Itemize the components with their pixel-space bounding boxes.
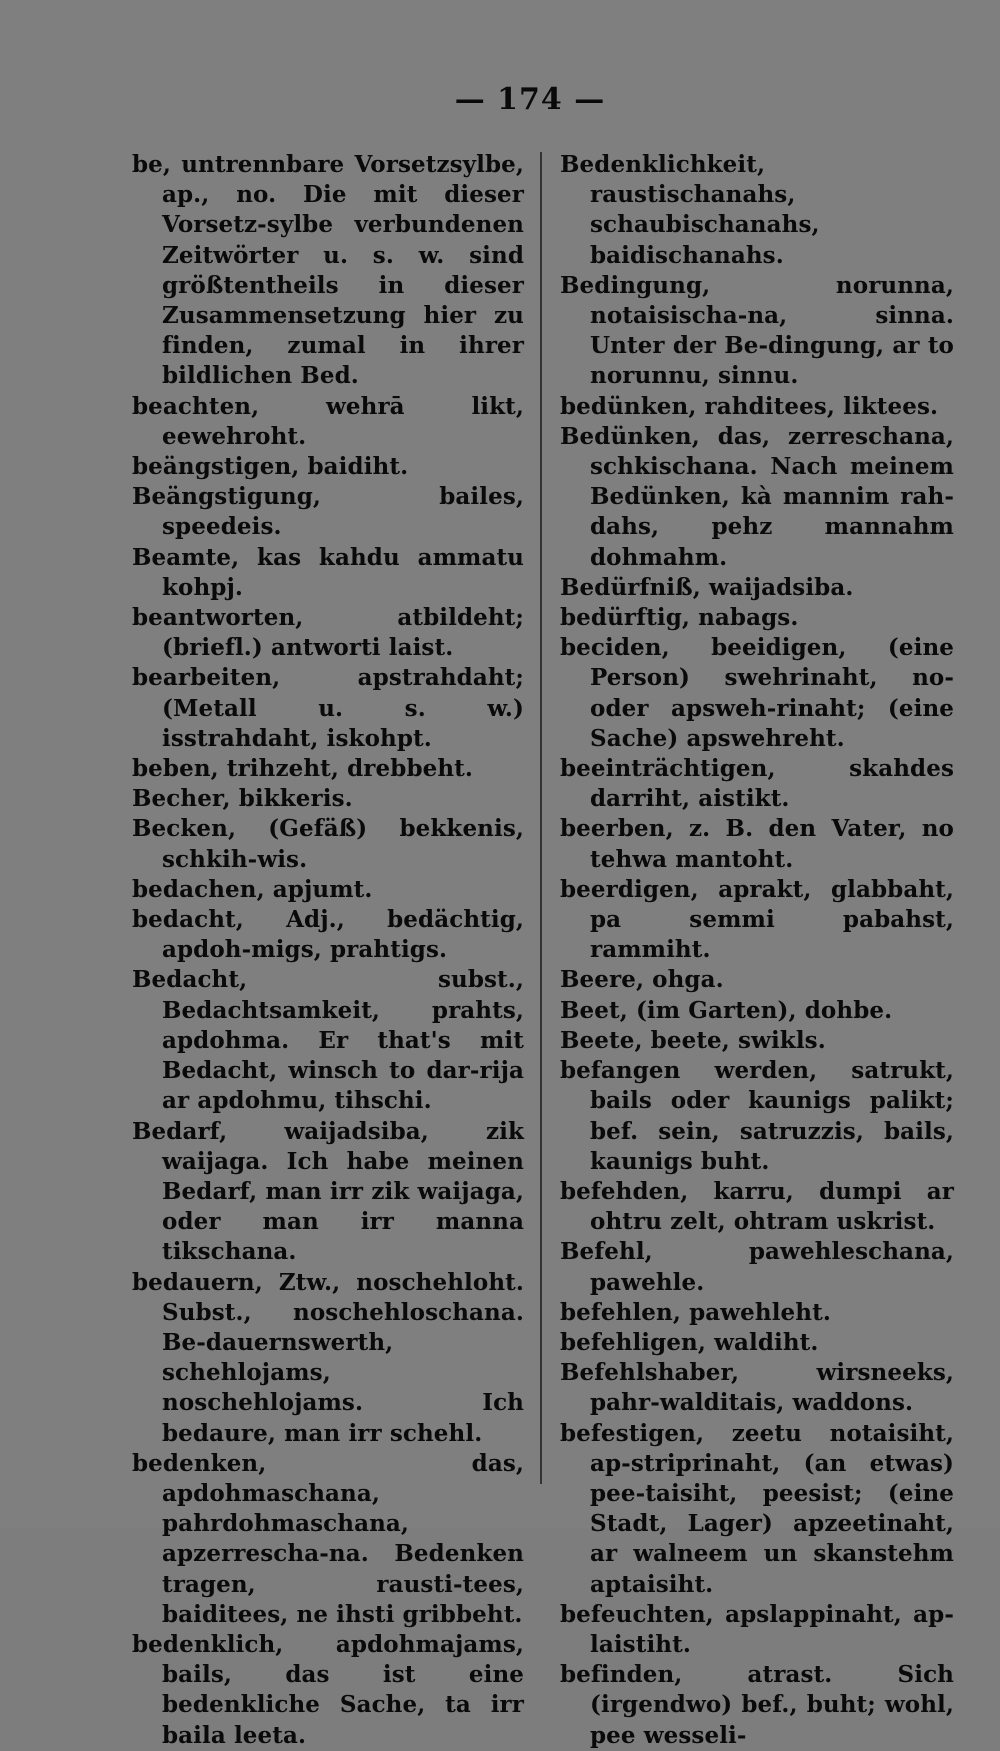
entry: beerdigen, aprakt, glabbaht, pa semmi pabahst, rammiht.: [560, 875, 954, 964]
entry: Beete, beete, swikls.: [560, 1026, 826, 1054]
entry: Becken, (Gefäß) bekkenis, schkih-wis.: [132, 815, 524, 873]
entry: Befehl, pawehleschana, pawehle.: [560, 1238, 954, 1296]
entry: bedacht, Adj., bedächtig, apdoh-migs, prahtigs.: [132, 906, 524, 964]
entry: bedauern, Ztw., noschehloht. Subst., noschehloschana. Be-dauernswerth, schehlojams, noschehlojams. Ich bedaure, man irr schehl.: [132, 1268, 524, 1447]
column-divider: [540, 152, 542, 1484]
entry: be, untrennbare Vorsetzsylbe, ap., no. Die mit dieser Vorsetz-sylbe verbundenen Zeitwörter u. s. w. sind größtentheils in dieser Zusammensetzung hier zu finden, zumal in ihrer bildlichen Bed.: [132, 151, 524, 390]
entry: befangen werden, satrukt, bails oder kaunigs palikt; bef. sein, satruzzis, bails, kaunigs buht.: [560, 1057, 954, 1175]
entry: beben, trihzeht, drebbeht.: [132, 755, 474, 783]
entry: bearbeiten, apstrahdaht; (Metall u. s. w.) isstrahdaht, iskohpt.: [132, 664, 524, 752]
entry: Becher, bikkeris.: [132, 785, 353, 813]
entry: Bedacht, subst., Bedachtsamkeit, prahts, apdohma. Er that's mit Bedacht, winsch to dar-rija ar apdohmu, tihschi.: [132, 966, 524, 1115]
entry: beerben, z. B. den Vater, no tehwa mantoht.: [560, 815, 954, 873]
entry: Beere, ohga.: [560, 966, 724, 994]
entry: beachten, wehrā likt, eewehroht.: [132, 392, 524, 450]
entry: Bedingung, norunna, notaisischa-na, sinna. Unter der Be-dingung, ar to norunnu, sinnu.: [560, 271, 954, 390]
left-column: [132, 150, 524, 1751]
entry: Bedürfniß, waijadsiba.: [560, 573, 854, 601]
entry: Befehlshaber, wirsneeks, pahr-walditais, waddons.: [560, 1359, 954, 1417]
entry: befestigen, zeetu notaisiht, ap-striprinaht, (an etwas) pee-taisiht, peesist; (eine Stadt, Lager) apzeetinaht, ar walneem un skanstehm aptaisiht.: [560, 1419, 954, 1598]
entry: befeuchten, apslappinaht, ap-laistiht.: [560, 1600, 954, 1658]
entry: bedürftig, nabags.: [560, 604, 799, 632]
entry: bedenken, das, apdohmaschana, pahrdohmaschana, apzerrescha-na. Bedenken tragen, rausti-tees, baiditees, ne ihsti gribbeht.: [132, 1449, 524, 1628]
entry: befinden, atrast. Sich (irgendwo) bef., buht; wohl, pee wesseli-: [560, 1661, 954, 1749]
entry: bedenklich, apdohmajams, bails, das ist eine bedenkliche Sache, ta irr baila leeta.: [132, 1630, 524, 1749]
entry: befehlen, pawehleht.: [560, 1298, 831, 1326]
entry: bedachen, apjumt.: [132, 875, 373, 903]
text-columns: [132, 150, 954, 1749]
entry: beeinträchtigen, skahdes darriht, aistikt.: [560, 755, 954, 813]
entry: Bedarf, waijadsiba, zik waijaga. Ich habe meinen Bedarf, man irr zik waijaga, oder man irr manna tikschana.: [132, 1117, 524, 1266]
entry: Bedünken, das, zerreschana, schkischana. Nach meinem Bedünken, kà mannim rah-dahs, pehz mannahm dohmahm.: [560, 422, 954, 571]
entry: Bedenklichkeit, raustischanahs, schaubischanahs, baidischanahs.: [560, 151, 820, 269]
entry: befehligen, waldiht.: [560, 1328, 819, 1356]
page-number: — 174 —: [454, 82, 606, 117]
entry: Beängstigung, bailes, speedeis.: [132, 483, 524, 541]
entry: Beet, (im Garten), dohbe.: [560, 996, 893, 1024]
entry: Beamte, kas kahdu ammatu kohpj.: [132, 543, 524, 601]
entry: bedünken, rahditees, liktees.: [560, 392, 939, 420]
right-column: [560, 150, 954, 1751]
entry: beantworten, atbildeht; (briefl.) antworti laist.: [132, 604, 524, 662]
entry: befehden, karru, dumpi ar ohtru zelt, ohtram uskrist.: [560, 1177, 954, 1236]
entry: beciden, beeidigen, (eine Person) swehrinaht, no- oder apsweh-rinaht; (eine Sache) apswehreht.: [560, 634, 954, 752]
entry: beängstigen, baidiht.: [132, 453, 409, 481]
